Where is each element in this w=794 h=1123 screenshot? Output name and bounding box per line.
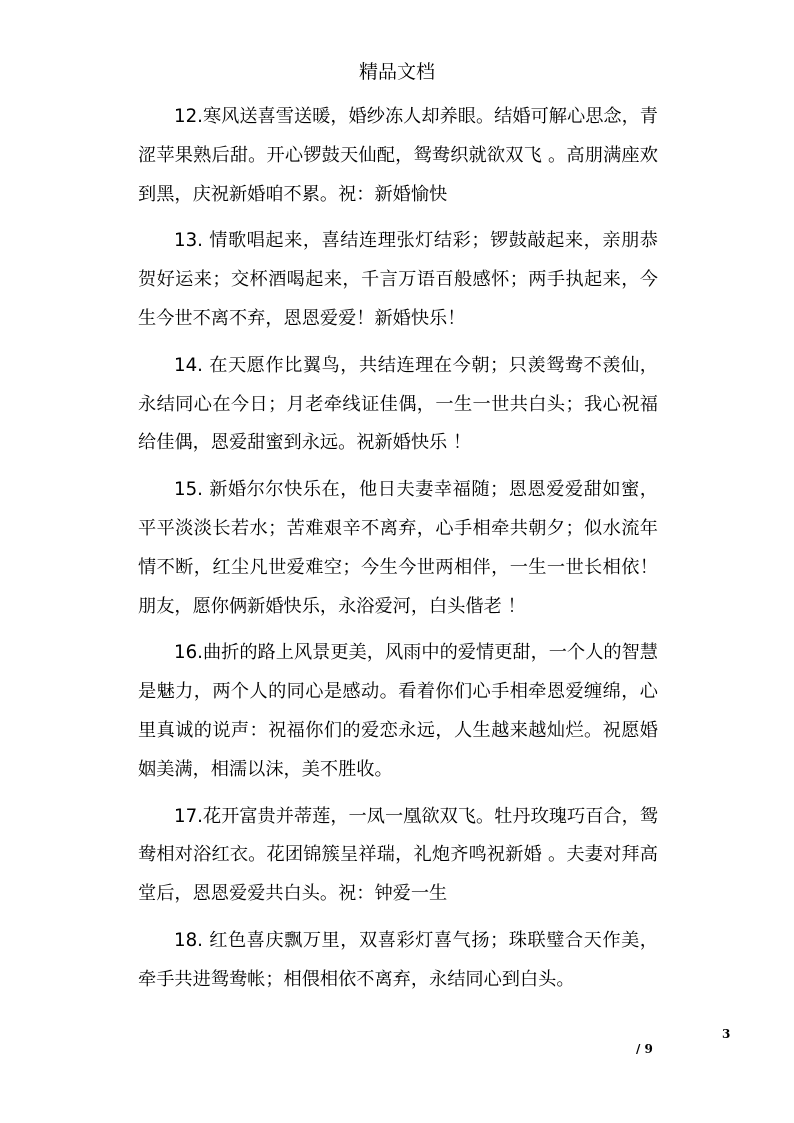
paragraph-17: 17.花开富贵并蒂莲，一凤一凰欲双飞。牡丹玫瑰巧百合，鸳鸯相对浴红衣。花团锦簇呈祥瑞，礼炮齐鸣祝新婚 。夫妻对拜高堂后，恩恩爱爱共白头。祝：钟爱一生 [138, 805, 658, 905]
page-total: / 9 [636, 1042, 653, 1056]
page-number: 3 [722, 1027, 731, 1041]
document-header: 精品文档 [358, 61, 435, 83]
paragraph-18: 18. 红色喜庆飘万里，双喜彩灯喜气扬；珠联璧合天作美，牵手共进鸳鸯帐；相偎相依不离弃，永结同心到白头。 [138, 929, 658, 990]
document-body [138, 98, 658, 1008]
paragraph-12: 12.寒风送喜雪送暖，婚纱冻人却养眼。结婚可解心思念，青涩苹果熟后甜。开心锣鼓天仙配，鸳鸯织就欲双飞 。高朋满座欢到黑，庆祝新婚咱不累。祝：新婚愉快 [138, 106, 658, 205]
paragraph-15: 15. 新婚尔尔快乐在，他日夫妻幸福随；恩恩爱爱甜如蜜，平平淡淡长若水；苦难艰辛不离弃，心手相牵共朝夕；似水流年情不断，红尘凡世爱难空；今生今世两相伴，一生一世长相依！朋友，愿你俩新婚快乐，永浴爱河，白头偕老 ！ [138, 479, 658, 617]
paragraph-14: 14. 在天愿作比翼鸟，共结连理在今朝；只羡鸳鸯不羡仙，永结同心在今日；月老牵线证佳偶，一生一世共白头；我心祝福给佳偶，恩爱甜蜜到永远。祝新婚快乐 ！ [138, 354, 658, 454]
paragraph-13: 13. 情歌唱起来，喜结连理张灯结彩；锣鼓敲起来，亲朋恭贺好运来；交杯酒喝起来，千言万语百般感怀；两手执起来，今生今世不离不弃，恩恩爱爱！新婚快乐！ [138, 230, 658, 329]
paragraph-16: 16.曲折的路上风景更美，风雨中的爱情更甜，一个人的智慧是魅力，两个人的同心是感动。看着你们心手相牵恩爱缠绵，心里真诚的说声：祝福你们的爱恋永远，人生越来越灿烂。祝愿婚姻美满，相濡以沫，美不胜收。 [138, 642, 658, 780]
